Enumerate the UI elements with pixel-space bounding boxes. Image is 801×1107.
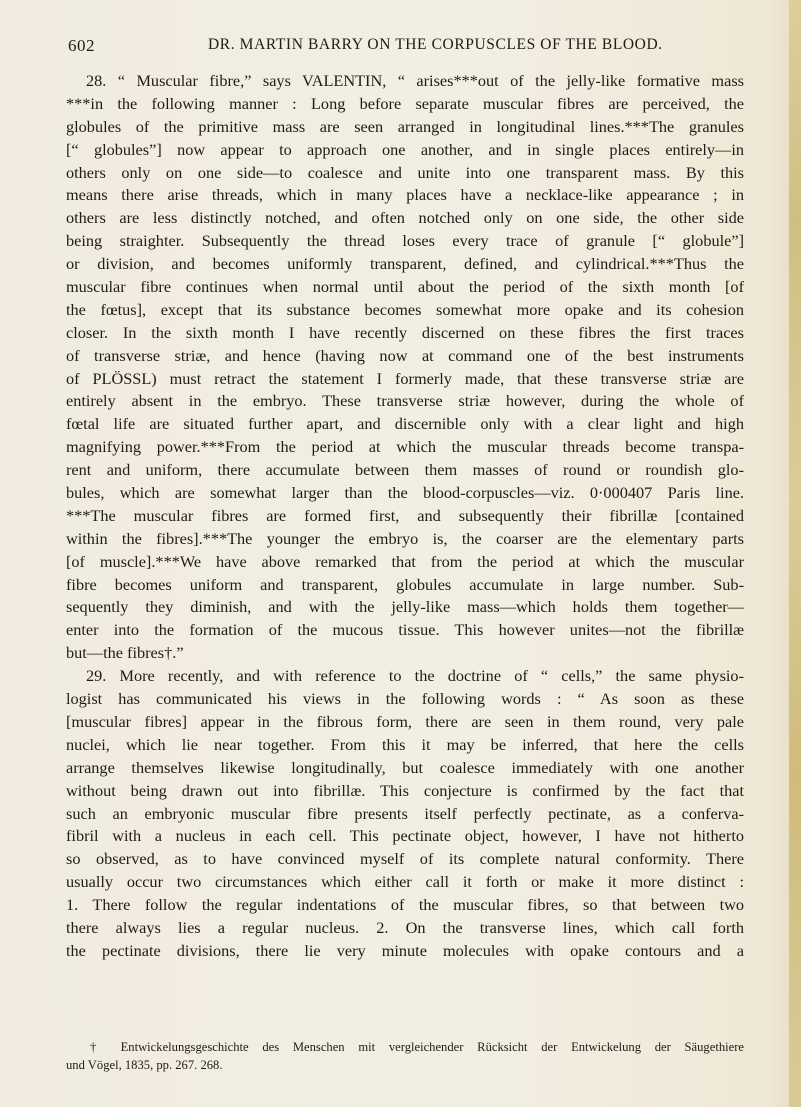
text-line: or division, and becomes uniformly transparent, defined, and cylindrical.***Thus the [66, 254, 744, 274]
text-line: 1. There follow the regular indentations of the muscular fibres, so that between two [66, 895, 744, 915]
text-line: 29. More recently, and with reference to the doctrine of “ cells,” the same physio- [86, 666, 744, 686]
text-line: [“ globules”] now appear to approach one another, and in single places entirely—in [66, 139, 744, 159]
text-line: others only on one side—to coalesce and unite into one transparent mass. By this [66, 162, 744, 182]
text-line: fibril with a nucleus in each cell. This pectinate object, however, I have not hitherto [66, 826, 744, 846]
text-line: bules, which are somewhat larger than the blood-corpuscles—viz. 0·000407 Paris line. [66, 483, 744, 503]
text-line: such an embryonic muscular fibre presents itself perfectly pectinate, as a conferva- [66, 803, 744, 823]
page-edge-stain [789, 0, 801, 1107]
text-line: the pectinate divisions, there lie very minute molecules with opake contours and a [66, 940, 744, 960]
text-line: logist has communicated his views in the following words : “ As soon as these [66, 689, 744, 709]
running-title: DR. MARTIN BARRY ON THE CORPUSCLES OF THE BLOOD. [208, 36, 663, 53]
text-line: arrange themselves likewise longitudinally, but coalesce immediately with one another [66, 757, 744, 777]
page-number: 602 [68, 36, 95, 55]
text-line: usually occur two circumstances which either call it forth or make it more distinct : [66, 872, 744, 892]
text-line: [of muscle].***We have above remarked that from the period at which the muscular [66, 551, 744, 571]
text-line: sequently they diminish, and with the jelly-like mass—which holds them together— [66, 597, 744, 617]
body-text [66, 70, 744, 963]
text-line: within the fibres].***The younger the embryo is, the coarser are the elementary parts [66, 528, 744, 548]
text-line: without being drawn out into fibrillæ. This conjecture is confirmed by the fact that [66, 780, 744, 800]
text-line: rent and uniform, there accumulate between them masses of round or roundish glo- [66, 460, 744, 480]
footnote-line: † Entwickelungsgeschichte des Menschen mit vergleichender Rücksicht der Entwickelung der Säugethiere [90, 1040, 744, 1054]
text-line: [muscular fibres] appear in the fibrous form, there are seen in them round, very pale [66, 711, 744, 731]
text-line: fibre becomes uniform and transparent, globules accumulate in large number. Sub- [66, 574, 744, 594]
text-line: of transverse striæ, and hence (having now at command one of the best instruments [66, 345, 744, 365]
text-line: enter into the formation of the mucous tissue. This however unites—not the fibrillæ [66, 620, 744, 640]
text-line: ***in the following manner : Long before separate muscular fibres are perceived, the [66, 93, 744, 113]
text-line: means there arise threads, which in many places have a necklace-like appearance ; in [66, 185, 744, 205]
text-line: so observed, as to have convinced myself of its complete natural conformity. There [66, 849, 744, 869]
text-line: entirely absent in the embryo. These transverse striæ however, during the whole of [66, 391, 744, 411]
text-line: of PLÖSSL) must retract the statement I formerly made, that these transverse striæ are [66, 368, 744, 388]
text-line: 28. “ Muscular fibre,” says VALENTIN, “ arises***out of the jelly-like formative mass [86, 71, 744, 90]
text-line: the fœtus], except that its substance becomes somewhat more opake and its cohesion [66, 299, 744, 319]
footnote [66, 1038, 744, 1074]
text-line: ***The muscular fibres are formed first, and subsequently their fibrillæ [contained [66, 505, 744, 525]
text-line: nuclei, which lie near together. From this it may be inferred, that here the cells [66, 734, 744, 754]
text-line: muscular fibre continues when normal until about the period of the sixth month [of [66, 277, 744, 297]
text-line: magnifying power.***From the period at which the muscular threads become transpa- [66, 437, 744, 457]
footnote-line: und Vögel, 1835, pp. 267. 268. [66, 1058, 223, 1072]
page-header [68, 36, 740, 58]
text-line: fœtal life are situated further apart, and discernible only with a clear light and high [66, 414, 744, 434]
text-line: globules of the primitive mass are seen arranged in longitudinal lines.***The granules [66, 116, 744, 136]
text-line: closer. In the sixth month I have recently discerned on these fibres the first traces [66, 322, 744, 342]
text-line: others are less distinctly notched, and often notched only on one side, the other side [66, 208, 744, 228]
text-line: being straighter. Subsequently the thread loses every trace of granule [“ globule”] [66, 231, 744, 251]
text-line: but—the fibres†.” [66, 643, 184, 663]
text-line: there always lies a regular nucleus. 2. On the transverse lines, which call forth [66, 917, 744, 937]
